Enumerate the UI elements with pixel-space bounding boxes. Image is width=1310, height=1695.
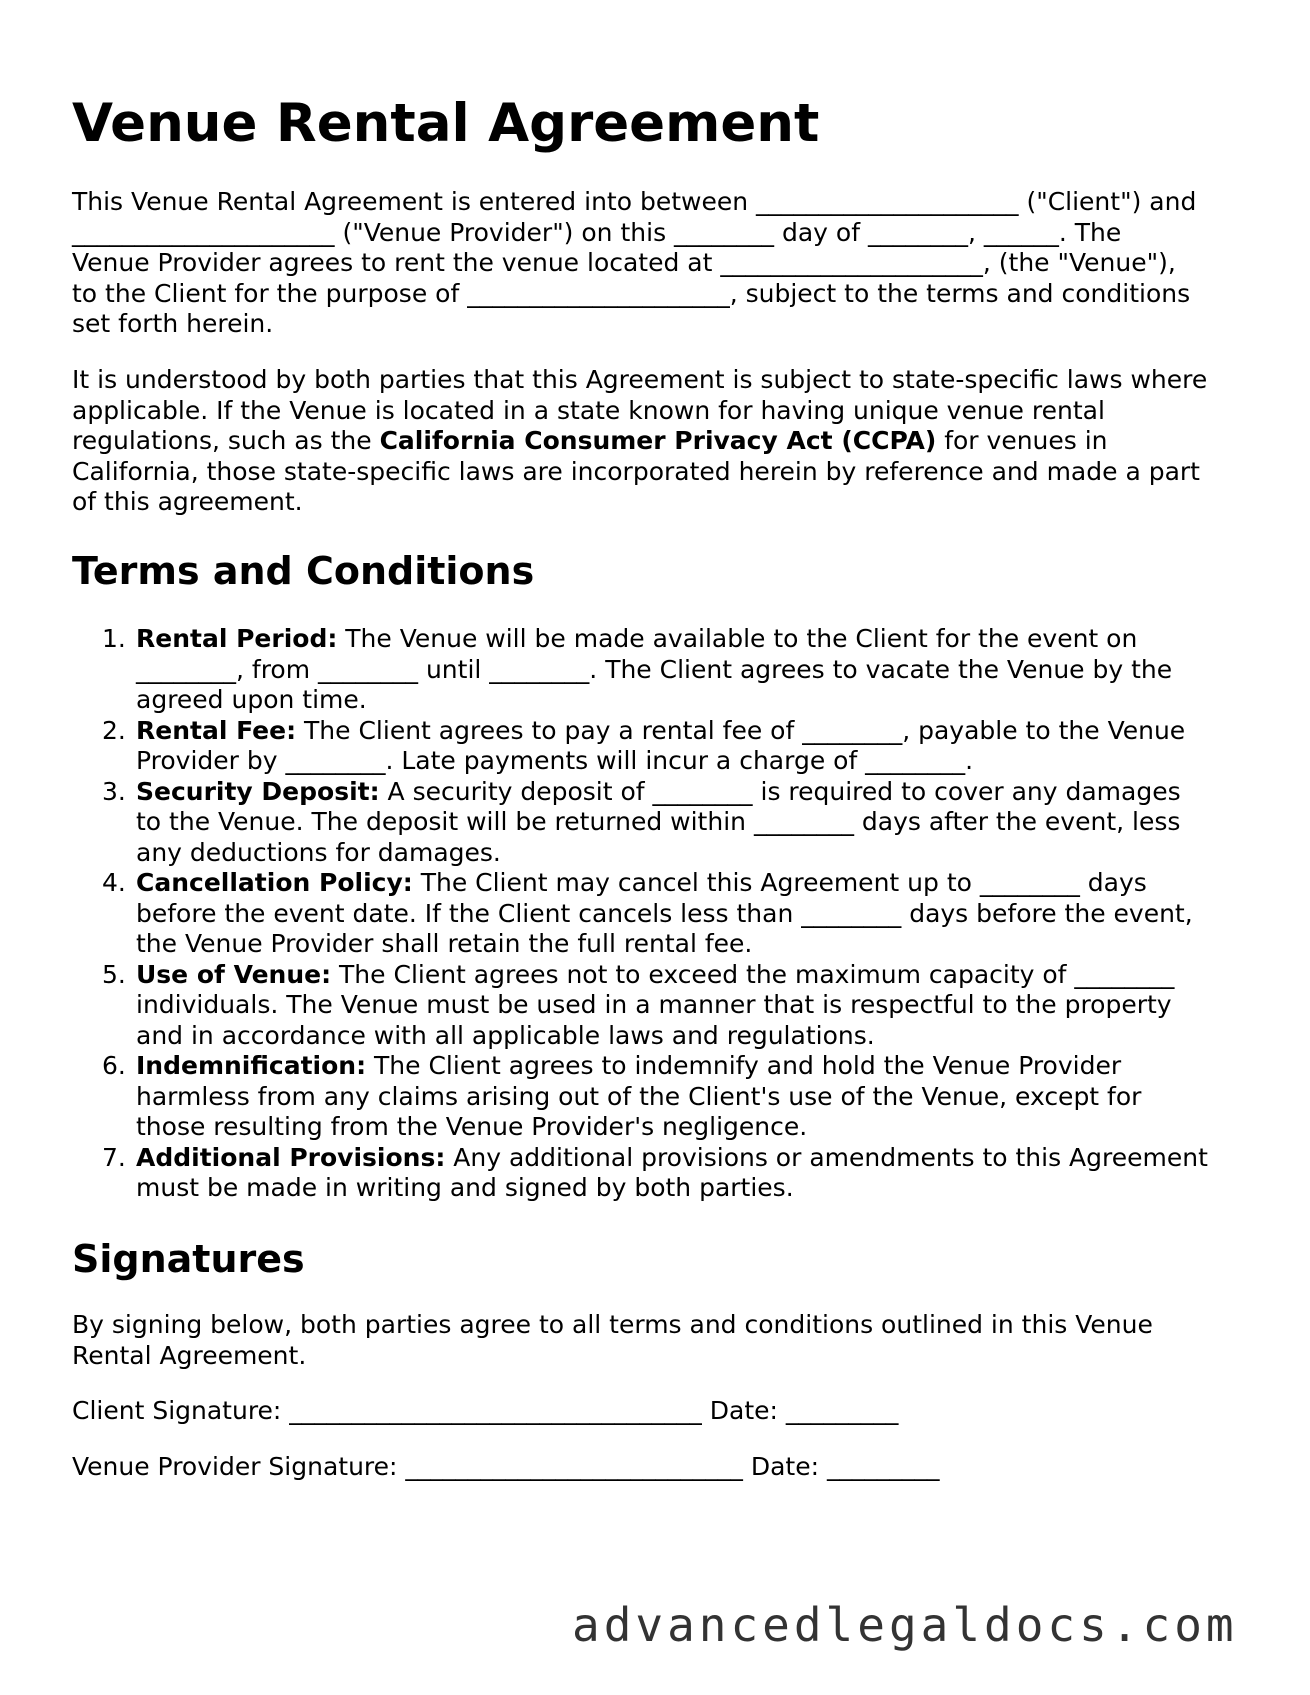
intro-line: set forth herein. xyxy=(72,309,274,338)
venue-provider-signature-line[interactable]: Venue Provider Signature: ___________________________ Date: _________ xyxy=(72,1452,940,1481)
term-item xyxy=(102,624,1306,716)
term-number: 4. xyxy=(102,868,126,897)
term-text: to the Venue. The deposit will be returned within ________ days after the event, less xyxy=(136,807,1181,836)
term-number: 3. xyxy=(102,776,126,806)
term-text: individuals. The Venue must be used in a manner that is respectful to the property xyxy=(136,990,1172,1019)
signatures-intro-line: Rental Agreement. xyxy=(72,1340,307,1370)
term-text: The Client agrees not to exceed the maximum capacity of ________ xyxy=(331,959,1175,989)
client-signature-line[interactable]: Client Signature: _________________________________ Date: _________ xyxy=(72,1396,899,1425)
term-text: The Venue will be made available to the Client for the event on xyxy=(337,624,1138,653)
term-number: 7. xyxy=(102,1142,126,1172)
term-label: Use of Venue: xyxy=(136,959,332,989)
term-text: The Client agrees to indemnify and hold the Venue Provider xyxy=(366,1051,1122,1080)
state-laws-line: It is understood by both parties that this Agreement is subject to state-specific laws where xyxy=(72,365,1208,394)
ccpa-reference: California Consumer Privacy Act (CCPA) xyxy=(379,426,937,455)
term-text: and in accordance with all applicable laws and regulations. xyxy=(136,1020,875,1050)
term-text: The Client may cancel this Agreement up to ________ days xyxy=(412,868,1147,897)
term-label: Additional Provisions: xyxy=(136,1142,446,1172)
term-text: harmless from any claims arising out of the Client's use of the Venue, except for xyxy=(136,1081,1142,1111)
term-label: Rental Fee: xyxy=(136,715,297,745)
state-laws-paragraph xyxy=(72,365,1242,518)
term-text: before the event date. If the Client cancels less than ________ days before the event, xyxy=(136,898,1193,928)
term-item xyxy=(102,715,1306,777)
state-laws-line: applicable. If the Venue is located in a state known for having unique venue rental xyxy=(72,395,1105,425)
term-number: 1. xyxy=(102,624,126,653)
document-title: Venue Rental Agreement xyxy=(72,93,820,154)
term-text: A security deposit of ________ is required to cover any damages xyxy=(379,776,1181,806)
term-item xyxy=(102,959,1306,1052)
state-laws-line: of this agreement. xyxy=(72,487,303,516)
term-text: those resulting from the Venue Provider's negligence. xyxy=(136,1112,808,1141)
term-item xyxy=(102,1142,1306,1204)
term-label: Security Deposit: xyxy=(136,776,380,806)
term-label: Cancellation Policy: xyxy=(136,868,413,897)
footer-watermark: advancedlegaldocs.com xyxy=(572,1598,1238,1652)
term-text: The Client agrees to pay a rental fee of ________, payable to the Venue xyxy=(296,715,1186,745)
signatures-intro xyxy=(72,1310,1242,1371)
term-item xyxy=(102,776,1306,869)
state-laws-text: for venues in xyxy=(936,426,1108,455)
term-text: Any additional provisions or amendments to this Agreement xyxy=(445,1142,1208,1172)
term-item xyxy=(102,868,1306,960)
term-text: Provider by ________. Late payments will incur a charge of ________. xyxy=(136,746,974,775)
term-text: the Venue Provider shall retain the full rental fee. xyxy=(136,929,753,958)
intro-line: _____________________ ("Venue Provider") on this ________ day of ________, ______. The xyxy=(72,217,1122,247)
intro-paragraph xyxy=(72,187,1242,340)
terms-heading: Terms and Conditions xyxy=(72,549,535,593)
term-text: any deductions for damages. xyxy=(136,837,501,867)
state-laws-line xyxy=(72,426,1242,457)
intro-line: to the Client for the purpose of _____________________, subject to the terms and conditions xyxy=(72,278,1191,308)
term-number: 2. xyxy=(102,715,126,745)
term-text: ________, from ________ until ________. The Client agrees to vacate the Venue by the xyxy=(136,654,1173,684)
term-number: 5. xyxy=(102,959,126,989)
state-laws-line: California, those state-specific laws are incorporated herein by reference and made a part xyxy=(72,456,1200,486)
intro-line: Venue Provider agrees to rent the venue located at _____________________, (the "Venue"), xyxy=(72,248,1176,277)
signatures-intro-line: By signing below, both parties agree to all terms and conditions outlined in this Venue xyxy=(72,1310,1153,1339)
terms-list xyxy=(72,624,1306,1204)
state-laws-text: regulations, such as the xyxy=(72,426,380,455)
term-number: 6. xyxy=(102,1051,126,1080)
term-text: must be made in writing and signed by both parties. xyxy=(136,1173,794,1202)
term-label: Rental Period: xyxy=(136,624,338,653)
term-label: Indemnification: xyxy=(136,1051,367,1080)
signatures-heading: Signatures xyxy=(72,1237,305,1281)
intro-line: This Venue Rental Agreement is entered into between _____________________ ("Client") and xyxy=(72,187,1197,216)
term-text: agreed upon time. xyxy=(136,685,367,714)
term-item xyxy=(102,1051,1306,1143)
